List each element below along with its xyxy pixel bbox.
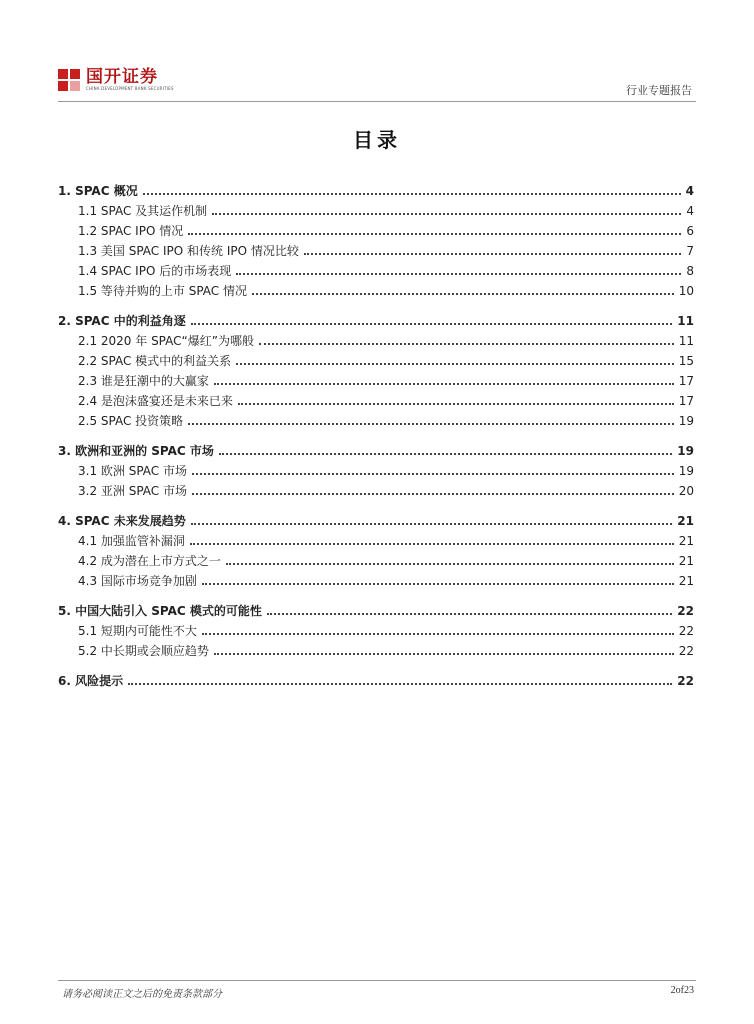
toc-entry[interactable]	[58, 458, 694, 478]
toc-entry-page: 10	[678, 284, 694, 298]
disclaimer-note: 请务必阅读正文之后的免责条款部分	[62, 989, 222, 1000]
toc-entry-page: 4	[686, 204, 694, 218]
toc-entry-label: 3.1 欧洲 SPAC 市场	[78, 464, 187, 478]
toc-entry[interactable]	[58, 308, 694, 328]
toc-entry[interactable]	[58, 388, 694, 408]
toc-entry-label: 5.1 短期内可能性不大	[78, 624, 197, 638]
toc-entry-label: 2.2 SPAC 模式中的利益关系	[78, 354, 232, 368]
toc-entry-page: 21	[678, 534, 694, 548]
toc-entry-label: 1.1 SPAC 及其运作机制	[78, 204, 208, 218]
toc-leader-dots	[252, 292, 674, 295]
toc-leader-dots	[191, 322, 673, 325]
toc-entry[interactable]	[58, 238, 694, 258]
toc-entry-page: 17	[678, 394, 694, 408]
table-of-contents	[58, 178, 694, 688]
toc-leader-dots	[214, 382, 674, 385]
toc-entry[interactable]	[58, 408, 694, 428]
toc-entry-page: 6	[686, 224, 694, 238]
toc-entry-label: 2. SPAC 中的利益角逐	[58, 314, 186, 328]
toc-entry-page: 21	[677, 514, 694, 528]
toc-entry[interactable]	[58, 198, 694, 218]
toc-entry[interactable]	[58, 528, 694, 548]
logo-subtitle: CHINA DEVELOPMENT BANK SECURITIES	[86, 86, 174, 91]
toc-entry-label: 5.2 中长期或会顺应趋势	[78, 644, 209, 658]
toc-entry-page: 19	[678, 464, 694, 478]
toc-leader-dots	[202, 632, 674, 635]
toc-entry-label: 1.2 SPAC IPO 情况	[78, 224, 184, 238]
toc-leader-dots	[192, 492, 674, 495]
report-type: 行业专题报告	[626, 84, 692, 97]
toc-leader-dots	[128, 682, 672, 685]
toc-leader-dots	[238, 402, 674, 405]
toc-leader-dots	[304, 252, 681, 255]
toc-entry[interactable]	[58, 568, 694, 588]
toc-entry[interactable]	[58, 278, 694, 298]
toc-entry-page: 4	[685, 184, 694, 198]
logo-mark-icon	[58, 69, 80, 91]
toc-entry[interactable]	[58, 508, 694, 528]
logo-name: 国开证券	[86, 67, 158, 87]
toc-leader-dots	[236, 272, 681, 275]
toc-entry[interactable]	[58, 478, 694, 498]
toc-entry-label: 5. 中国大陆引入 SPAC 模式的可能性	[58, 604, 262, 618]
toc-entry-label: 6. 风险提示	[58, 674, 124, 688]
toc-entry-label: 4.2 成为潜在上市方式之一	[78, 554, 221, 568]
toc-entry[interactable]	[58, 668, 694, 688]
toc-entry-label: 3. 欧洲和亚洲的 SPAC 市场	[58, 444, 214, 458]
toc-entry-label: 1. SPAC 概况	[58, 184, 138, 198]
toc-entry-page: 7	[686, 244, 694, 258]
page-title: 目录	[353, 128, 401, 152]
toc-entry[interactable]	[58, 258, 694, 278]
toc-entry-page: 8	[686, 264, 694, 278]
toc-entry-page: 19	[677, 444, 694, 458]
toc-entry[interactable]	[58, 598, 694, 618]
toc-leader-dots	[259, 342, 674, 345]
footer-divider	[58, 980, 696, 981]
toc-entry[interactable]	[58, 548, 694, 568]
toc-entry[interactable]	[58, 618, 694, 638]
toc-entry[interactable]	[58, 638, 694, 658]
toc-leader-dots	[143, 192, 681, 195]
toc-entry-label: 4. SPAC 未来发展趋势	[58, 514, 186, 528]
toc-entry-page: 21	[678, 574, 694, 588]
toc-leader-dots	[267, 612, 672, 615]
page-number: 2of23	[670, 985, 694, 996]
toc-entry-label: 2.5 SPAC 投资策略	[78, 414, 184, 428]
toc-entry-label: 1.4 SPAC IPO 后的市场表现	[78, 264, 232, 278]
toc-entry-page: 22	[678, 624, 694, 638]
toc-leader-dots	[212, 212, 681, 215]
toc-entry-label: 2.3 谁是狂潮中的大赢家	[78, 374, 209, 388]
toc-leader-dots	[191, 522, 673, 525]
toc-leader-dots	[192, 472, 674, 475]
toc-entry-label: 3.2 亚洲 SPAC 市场	[78, 484, 187, 498]
toc-entry[interactable]	[58, 328, 694, 348]
toc-entry[interactable]	[58, 438, 694, 458]
toc-entry[interactable]	[58, 348, 694, 368]
company-logo	[58, 68, 174, 92]
toc-entry-label: 1.5 等待并购的上市 SPAC 情况	[78, 284, 247, 298]
toc-entry-label: 2.4 是泡沫盛宴还是未来已来	[78, 394, 233, 408]
toc-entry-page: 22	[677, 674, 694, 688]
toc-leader-dots	[226, 562, 674, 565]
header-divider	[58, 101, 696, 102]
toc-entry[interactable]	[58, 368, 694, 388]
toc-entry[interactable]	[58, 178, 694, 198]
toc-entry-page: 20	[678, 484, 694, 498]
toc-leader-dots	[202, 582, 674, 585]
toc-leader-dots	[219, 452, 672, 455]
toc-entry-page: 11	[677, 314, 694, 328]
toc-entry-page: 22	[678, 644, 694, 658]
toc-leader-dots	[188, 422, 674, 425]
toc-entry-page: 15	[678, 354, 694, 368]
toc-entry-label: 2.1 2020 年 SPAC“爆红”为哪般	[78, 334, 254, 348]
toc-leader-dots	[190, 542, 674, 545]
toc-entry-label: 1.3 美国 SPAC IPO 和传统 IPO 情况比较	[78, 244, 299, 258]
toc-entry-page: 22	[677, 604, 694, 618]
toc-entry-label: 4.1 加强监管补漏洞	[78, 534, 185, 548]
toc-leader-dots	[188, 232, 681, 235]
toc-leader-dots	[214, 652, 674, 655]
toc-entry-page: 21	[678, 554, 694, 568]
toc-entry[interactable]	[58, 218, 694, 238]
toc-entry-page: 19	[678, 414, 694, 428]
toc-entry-page: 11	[678, 334, 694, 348]
toc-entry-page: 17	[678, 374, 694, 388]
toc-leader-dots	[236, 362, 674, 365]
toc-entry-label: 4.3 国际市场竞争加剧	[78, 574, 197, 588]
